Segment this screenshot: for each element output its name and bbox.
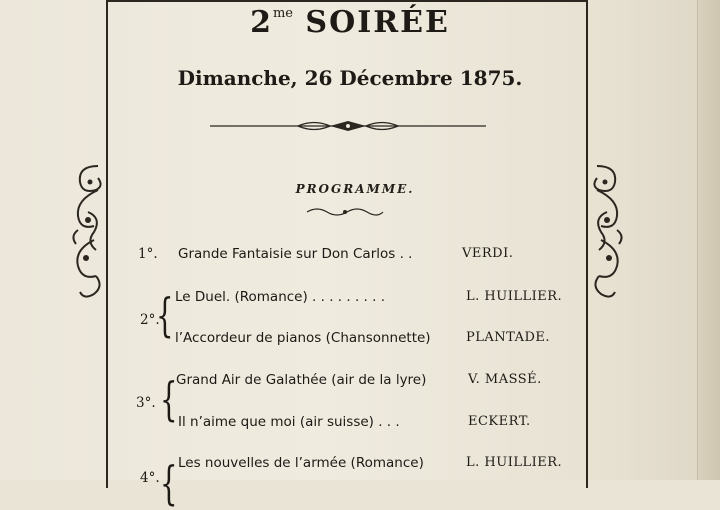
piece-title: Grande Fantaisie sur Don Carlos . .: [178, 246, 413, 262]
item-number: 3°.: [136, 395, 156, 411]
composer-name: L. HUILLIER.: [466, 455, 563, 470]
piece-title: Il n’aime que moi (air suisse) . . .: [178, 414, 400, 430]
piece-title: Les nouvelles de l’armée (Romance): [178, 455, 424, 471]
piece-title: l’Accordeur de pianos (Chansonnette): [175, 330, 431, 346]
composer-name: L. HUILLIER.: [466, 289, 563, 304]
soiree-title: $2^{me}$ SOIRÉE: [250, 5, 450, 40]
grouping-brace: {: [156, 288, 174, 342]
grouping-brace: {: [160, 372, 178, 426]
grouping-brace: {: [160, 456, 178, 510]
programme-heading: PROGRAMME.: [295, 182, 415, 196]
composer-name: V. MASSÉ.: [468, 372, 542, 387]
piece-title: Grand Air de Galathée (air de la lyre): [176, 372, 427, 388]
left-scroll-ornament: [68, 160, 108, 305]
page-edge: [697, 0, 720, 480]
item-number: 1°.: [138, 246, 158, 262]
item-number: 2°.: [140, 312, 160, 328]
composer-name: PLANTADE.: [466, 330, 551, 345]
item-number: 4°.: [140, 470, 160, 486]
right-scroll-ornament: [587, 160, 627, 305]
heading-flourish: [305, 206, 385, 218]
piece-title: Le Duel. (Romance) . . . . . . . . .: [175, 289, 385, 305]
divider-ornament: [210, 119, 486, 133]
composer-name: ECKERT.: [468, 414, 531, 429]
composer-name: VERDI.: [462, 246, 514, 261]
concert-date: Dimanche, 26 Décembre 1875.: [177, 66, 523, 90]
